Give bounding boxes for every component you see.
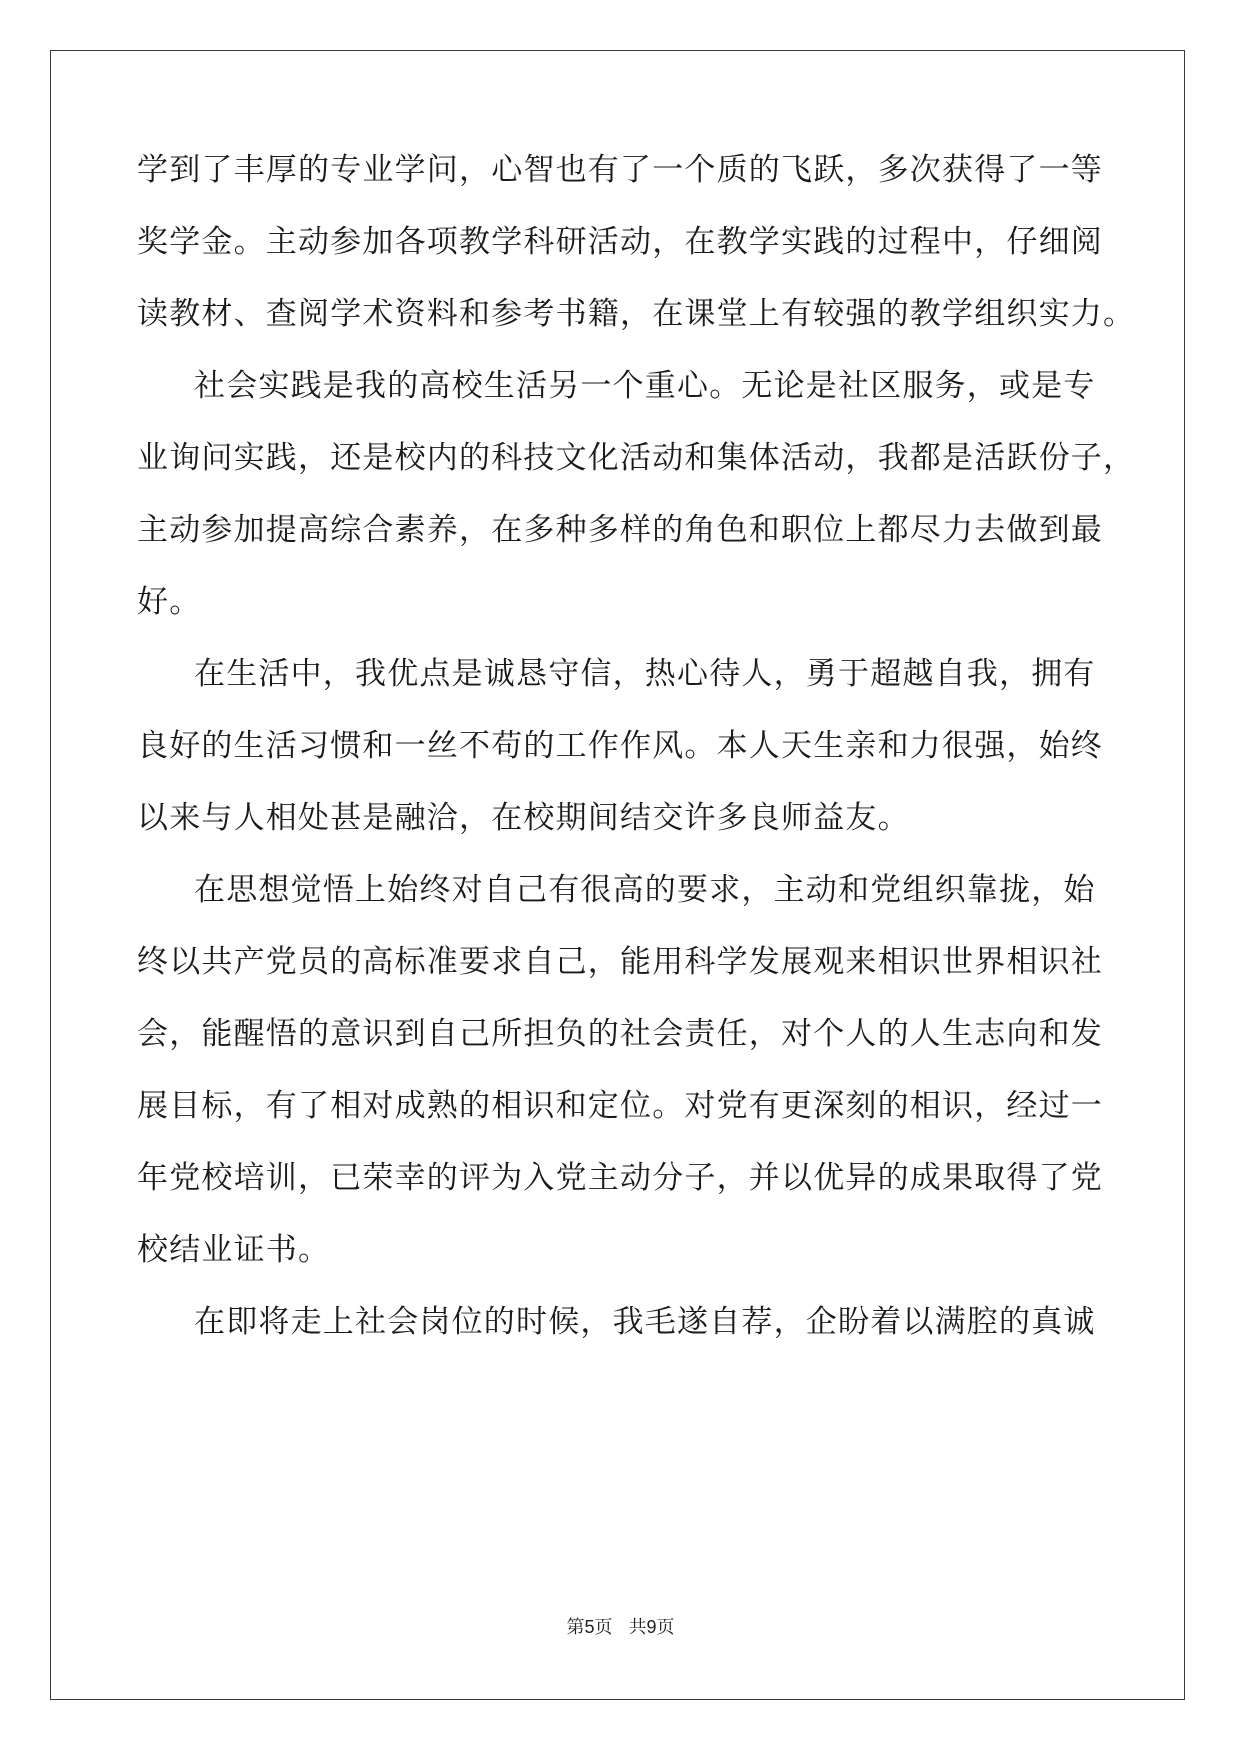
page-footer (0, 1615, 1241, 1640)
total-prefix: 共 (628, 1617, 647, 1638)
page-suffix: 页 (594, 1617, 613, 1638)
text-line: 会，能醒悟的意识到自己所担负的社会责任，对个人的人生志向和发 (137, 1016, 1103, 1052)
text-line: 好。 (137, 584, 202, 620)
text-line: 学到了丰厚的专业学问，心智也有了一个质的飞跃，多次获得了一等 (137, 152, 1103, 188)
text-line: 在即将走上社会岗位的时候，我毛遂自荐，企盼着以满腔的真诚 (194, 1304, 1096, 1340)
text-line: 奖学金。主动参加各项教学科研活动，在教学实践的过程中，仔细阅 (137, 224, 1103, 260)
text-line: 社会实践是我的高校生活另一个重心。无论是社区服务，或是专 (194, 368, 1096, 404)
text-line: 展目标，有了相对成熟的相识和定位。对党有更深刻的相识，经过一 (137, 1088, 1103, 1124)
text-line: 业询问实践，还是校内的科技文化活动和集体活动，我都是活跃份子， (137, 440, 1136, 476)
text-line: 终以共产党员的高标准要求自己，能用科学发展观来相识世界相识社 (137, 944, 1103, 980)
text-line: 校结业证书。 (137, 1232, 331, 1268)
text-line: 在生活中，我优点是诚恳守信，热心待人，勇于超越自我，拥有 (194, 656, 1096, 692)
text-line: 以来与人相处甚是融洽，在校期间结交许多良师益友。 (137, 800, 910, 836)
total-suffix: 页 (656, 1617, 675, 1638)
page-total: 9 (646, 1617, 657, 1637)
text-line: 主动参加提高综合素养，在多种多样的角色和职位上都尽力去做到最 (137, 512, 1103, 548)
page-current: 5 (584, 1617, 595, 1637)
text-line: 良好的生活习惯和一丝不苟的工作作风。本人天生亲和力很强，始终 (137, 728, 1103, 764)
text-line: 读教材、查阅学术资料和参考书籍，在课堂上有较强的教学组织实力。 (137, 296, 1136, 332)
text-line: 在思想觉悟上始终对自己有很高的要求，主动和党组织靠拢，始 (194, 872, 1096, 908)
page-prefix: 第 (566, 1617, 585, 1638)
text-line: 年党校培训，已荣幸的评为入党主动分子，并以优异的成果取得了党 (137, 1160, 1103, 1196)
